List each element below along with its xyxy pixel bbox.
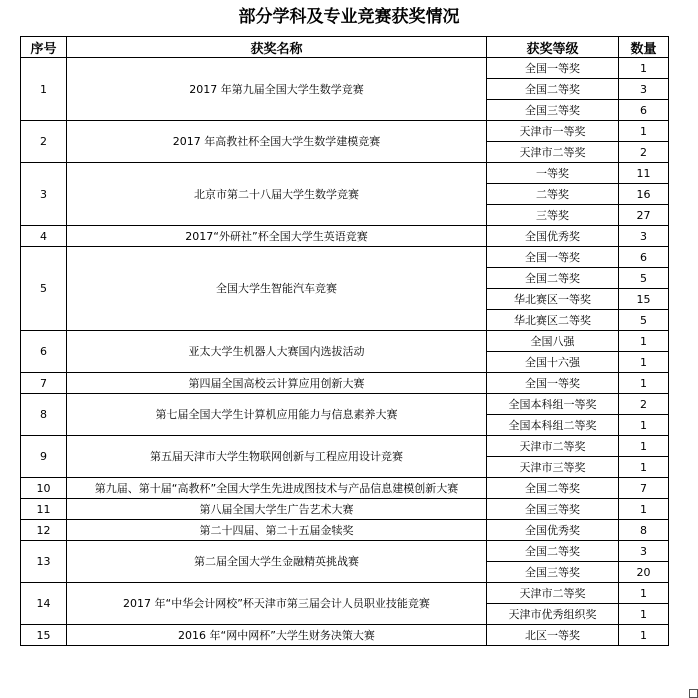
award-level: 天津市二等奖 [487, 583, 619, 604]
row-seq: 8 [21, 394, 67, 436]
award-level: 华北赛区一等奖 [487, 289, 619, 310]
award-count: 1 [619, 625, 669, 646]
award-count: 7 [619, 478, 669, 499]
award-count: 1 [619, 604, 669, 625]
award-count: 1 [619, 583, 669, 604]
header-seq: 序号 [21, 37, 67, 58]
award-count: 2 [619, 142, 669, 163]
page-title: 部分学科及专业竞赛获奖情况 [238, 7, 460, 27]
award-count: 6 [619, 247, 669, 268]
award-level: 二等奖 [487, 184, 619, 205]
row-seq: 1 [21, 58, 67, 121]
award-level: 全国优秀奖 [487, 226, 619, 247]
competition-name: 2017 年第九届全国大学生数学竞赛 [67, 58, 487, 121]
award-level: 天津市三等奖 [487, 457, 619, 478]
row-seq: 3 [21, 163, 67, 226]
table-row [21, 625, 669, 646]
competition-name: 第七届全国大学生计算机应用能力与信息素养大赛 [67, 394, 487, 436]
award-level: 全国二等奖 [487, 268, 619, 289]
competition-name: 第四届全国高校云计算应用创新大赛 [67, 373, 487, 394]
header-name: 获奖名称 [67, 37, 487, 58]
award-level: 全国优秀奖 [487, 520, 619, 541]
table-row [21, 163, 669, 184]
competition-name: 第二十四届、第二十五届金犊奖 [67, 520, 487, 541]
award-level: 全国一等奖 [487, 247, 619, 268]
award-count: 1 [619, 373, 669, 394]
award-level: 北区一等奖 [487, 625, 619, 646]
row-seq: 14 [21, 583, 67, 625]
table-row [21, 499, 669, 520]
award-count: 1 [619, 457, 669, 478]
awards-table [20, 36, 669, 646]
table-row [21, 520, 669, 541]
row-seq: 9 [21, 436, 67, 478]
award-count: 8 [619, 520, 669, 541]
table-row [21, 121, 669, 142]
table-row [21, 541, 669, 562]
award-count: 15 [619, 289, 669, 310]
award-count: 6 [619, 100, 669, 121]
award-level: 天津市二等奖 [487, 436, 619, 457]
award-count: 1 [619, 331, 669, 352]
award-count: 3 [619, 79, 669, 100]
row-seq: 11 [21, 499, 67, 520]
competition-name: 第九届、第十届“高教杯”全国大学生先进成图技术与产品信息建模创新大赛 [67, 478, 487, 499]
award-level: 全国本科组一等奖 [487, 394, 619, 415]
award-count: 16 [619, 184, 669, 205]
award-level: 全国十六强 [487, 352, 619, 373]
award-level: 天津市一等奖 [487, 121, 619, 142]
awards-table-container [20, 36, 669, 646]
table-row [21, 58, 669, 79]
award-count: 3 [619, 541, 669, 562]
award-count: 20 [619, 562, 669, 583]
award-level: 一等奖 [487, 163, 619, 184]
row-seq: 13 [21, 541, 67, 583]
row-seq: 12 [21, 520, 67, 541]
award-count: 1 [619, 58, 669, 79]
header-level: 获奖等级 [487, 37, 619, 58]
row-seq: 15 [21, 625, 67, 646]
competition-name: 2017“外研社”杯全国大学生英语竞赛 [67, 226, 487, 247]
table-body [21, 58, 669, 646]
award-level: 全国二等奖 [487, 79, 619, 100]
award-level: 全国一等奖 [487, 58, 619, 79]
award-count: 5 [619, 268, 669, 289]
row-seq: 7 [21, 373, 67, 394]
award-count: 1 [619, 499, 669, 520]
table-row [21, 226, 669, 247]
award-count: 11 [619, 163, 669, 184]
award-count: 1 [619, 436, 669, 457]
award-count: 1 [619, 415, 669, 436]
award-level: 三等奖 [487, 205, 619, 226]
table-row [21, 436, 669, 457]
award-level: 华北赛区二等奖 [487, 310, 619, 331]
award-level: 全国三等奖 [487, 499, 619, 520]
table-row [21, 478, 669, 499]
award-count: 5 [619, 310, 669, 331]
award-level: 全国一等奖 [487, 373, 619, 394]
award-count: 3 [619, 226, 669, 247]
table-row [21, 331, 669, 352]
competition-name: 2017 年高教社杯全国大学生数学建模竞赛 [67, 121, 487, 163]
competition-name: 北京市第二十八届大学生数学竞赛 [67, 163, 487, 226]
competition-name: 2016 年“网中网杯”大学生财务决策大赛 [67, 625, 487, 646]
award-level: 全国二等奖 [487, 478, 619, 499]
competition-name: 全国大学生智能汽车竞赛 [67, 247, 487, 331]
award-level: 全国三等奖 [487, 562, 619, 583]
award-count: 1 [619, 352, 669, 373]
competition-name: 2017 年“中华会计网校”杯天津市第三届会计人员职业技能竞赛 [67, 583, 487, 625]
award-count: 1 [619, 121, 669, 142]
award-level: 全国二等奖 [487, 541, 619, 562]
table-row [21, 247, 669, 268]
table-row [21, 394, 669, 415]
row-seq: 6 [21, 331, 67, 373]
competition-name: 第八届全国大学生广告艺术大赛 [67, 499, 487, 520]
award-level: 天津市优秀组织奖 [487, 604, 619, 625]
resize-handle[interactable] [689, 689, 698, 698]
award-level: 天津市二等奖 [487, 142, 619, 163]
award-level: 全国三等奖 [487, 100, 619, 121]
award-count: 2 [619, 394, 669, 415]
award-level: 全国八强 [487, 331, 619, 352]
row-seq: 4 [21, 226, 67, 247]
table-row [21, 583, 669, 604]
table-row [21, 373, 669, 394]
header-row [21, 37, 669, 58]
row-seq: 2 [21, 121, 67, 163]
competition-name: 第五届天津市大学生物联网创新与工程应用设计竞赛 [67, 436, 487, 478]
header-count: 数量 [619, 37, 669, 58]
row-seq: 10 [21, 478, 67, 499]
award-level: 全国本科组二等奖 [487, 415, 619, 436]
row-seq: 5 [21, 247, 67, 331]
competition-name: 亚太大学生机器人大赛国内选拔活动 [67, 331, 487, 373]
award-count: 27 [619, 205, 669, 226]
competition-name: 第二届全国大学生金融精英挑战赛 [67, 541, 487, 583]
